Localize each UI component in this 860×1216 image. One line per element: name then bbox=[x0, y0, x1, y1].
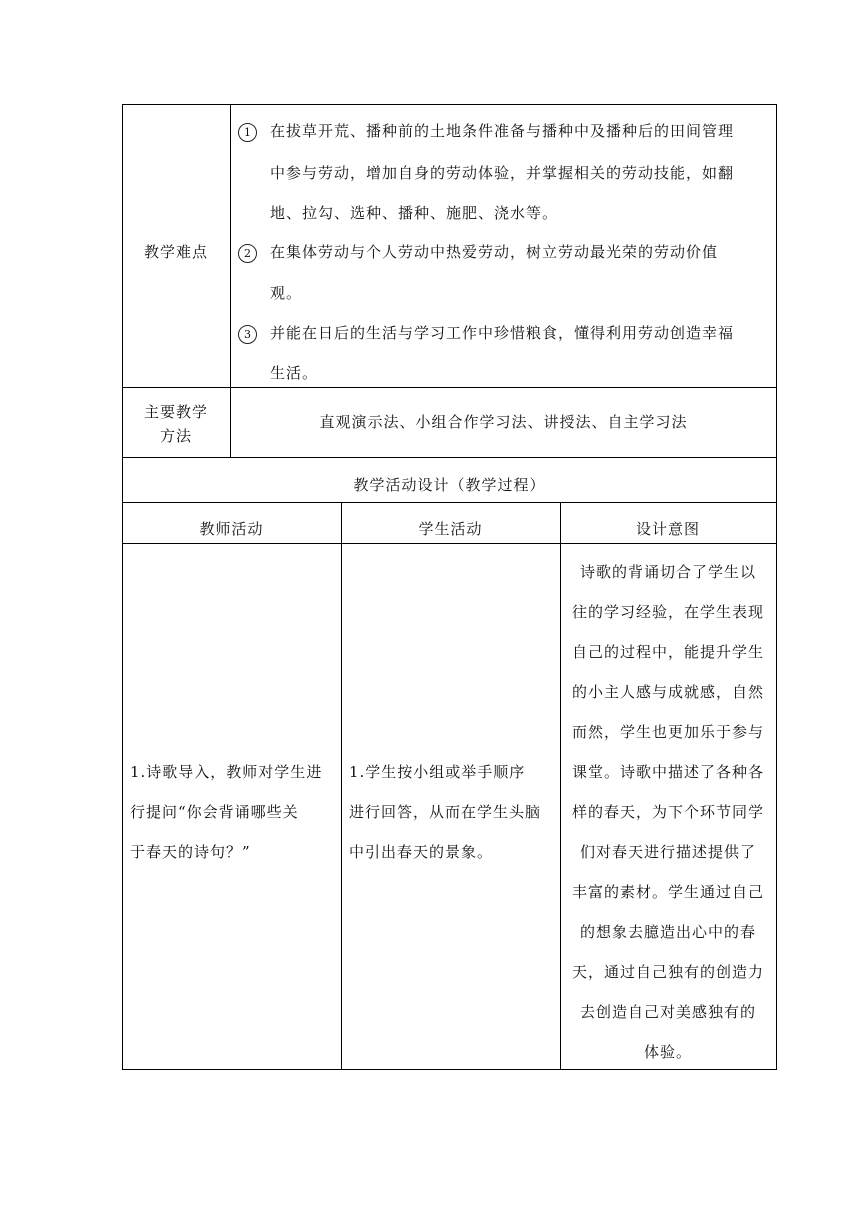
label-column-divider bbox=[230, 104, 231, 457]
intent-line-1: 诗歌的背诵切合了学生以 bbox=[579, 563, 756, 581]
item-number-1: 1 bbox=[238, 123, 257, 142]
methods-value: 直观演示法、小组合作学习法、讲授法、自主学习法 bbox=[319, 413, 688, 431]
intent-line-13: 体验。 bbox=[643, 1043, 692, 1061]
row-divider-content bbox=[122, 543, 777, 544]
item-number-2: 2 bbox=[238, 244, 257, 263]
methods-label-line-1: 主要教学 bbox=[143, 403, 208, 421]
intent-line-4: 的小主人感与成就感，自然 bbox=[571, 683, 764, 701]
header-teacher: 教师活动 bbox=[199, 520, 264, 538]
intent-line-7: 样的春天，为下个环节同学 bbox=[571, 803, 764, 821]
intent-line-6: 课堂。诗歌中描述了各种各 bbox=[571, 763, 764, 781]
difficulty-item-2-line-1: 在集体劳动与个人劳动中热爱劳动，树立劳动最光荣的劳动价值 bbox=[270, 243, 719, 261]
teacher-activity-line-2: 行提问“你会背诵哪些关 bbox=[130, 803, 299, 821]
difficulty-item-3-line-1: 并能在日后的生活与学习工作中珍惜粮食，懂得利用劳动创造幸福 bbox=[270, 324, 735, 342]
intent-line-10: 的想象去臆造出心中的春 bbox=[579, 923, 756, 941]
difficulty-label: 教学难点 bbox=[143, 243, 208, 261]
intent-line-11: 天，通过自己独有的创造力 bbox=[571, 963, 764, 981]
table-border-right bbox=[776, 104, 777, 1070]
intent-line-9: 丰富的素材。学生通过自己 bbox=[571, 883, 764, 901]
table-border-bottom bbox=[122, 1069, 777, 1070]
column-divider-1 bbox=[341, 502, 342, 1069]
student-activity-line-2: 进行回答，从而在学生头脑 bbox=[349, 803, 542, 821]
teacher-activity-line-1: 1.诗歌导入，教师对学生进 bbox=[130, 763, 323, 781]
intent-line-2: 往的学习经验，在学生表现 bbox=[571, 603, 764, 621]
column-divider-2 bbox=[560, 502, 561, 1069]
difficulty-item-1-line-1: 在拔草开荒、播种前的土地条件准备与播种中及播种后的田间管理 bbox=[270, 122, 735, 140]
item-number-3: 3 bbox=[238, 325, 257, 344]
difficulty-item-3-line-2: 生活。 bbox=[270, 364, 319, 382]
intent-line-12: 去创造自己对美感独有的 bbox=[579, 1003, 756, 1021]
activity-title: 教学活动设计（教学过程） bbox=[353, 476, 546, 494]
difficulty-item-1-line-2: 中参与劳动，增加自身的劳动体验，并掌握相关的劳动技能，如翻 bbox=[270, 164, 735, 182]
intent-line-5: 而然，学生也更加乐于参与 bbox=[571, 723, 764, 741]
difficulty-item-2-line-2: 观。 bbox=[270, 284, 303, 302]
row-divider-methods bbox=[122, 387, 777, 388]
difficulty-item-1-line-3: 地、拉勾、选种、播种、施肥、浇水等。 bbox=[270, 204, 559, 222]
methods-label-line-2: 方法 bbox=[159, 427, 192, 445]
intent-line-3: 自己的过程中，能提升学生 bbox=[571, 643, 764, 661]
student-activity-line-1: 1.学生按小组或举手顺序 bbox=[349, 763, 526, 781]
header-intent: 设计意图 bbox=[635, 520, 700, 538]
table-border-top bbox=[122, 104, 777, 105]
intent-line-8: 们对春天进行描述提供了 bbox=[579, 843, 756, 861]
header-student: 学生活动 bbox=[418, 520, 483, 538]
row-divider-title bbox=[122, 457, 777, 458]
row-divider-headers bbox=[122, 502, 777, 503]
student-activity-line-3: 中引出春天的景象。 bbox=[349, 843, 494, 861]
teacher-activity-line-3: 于春天的诗句？” bbox=[130, 843, 251, 861]
